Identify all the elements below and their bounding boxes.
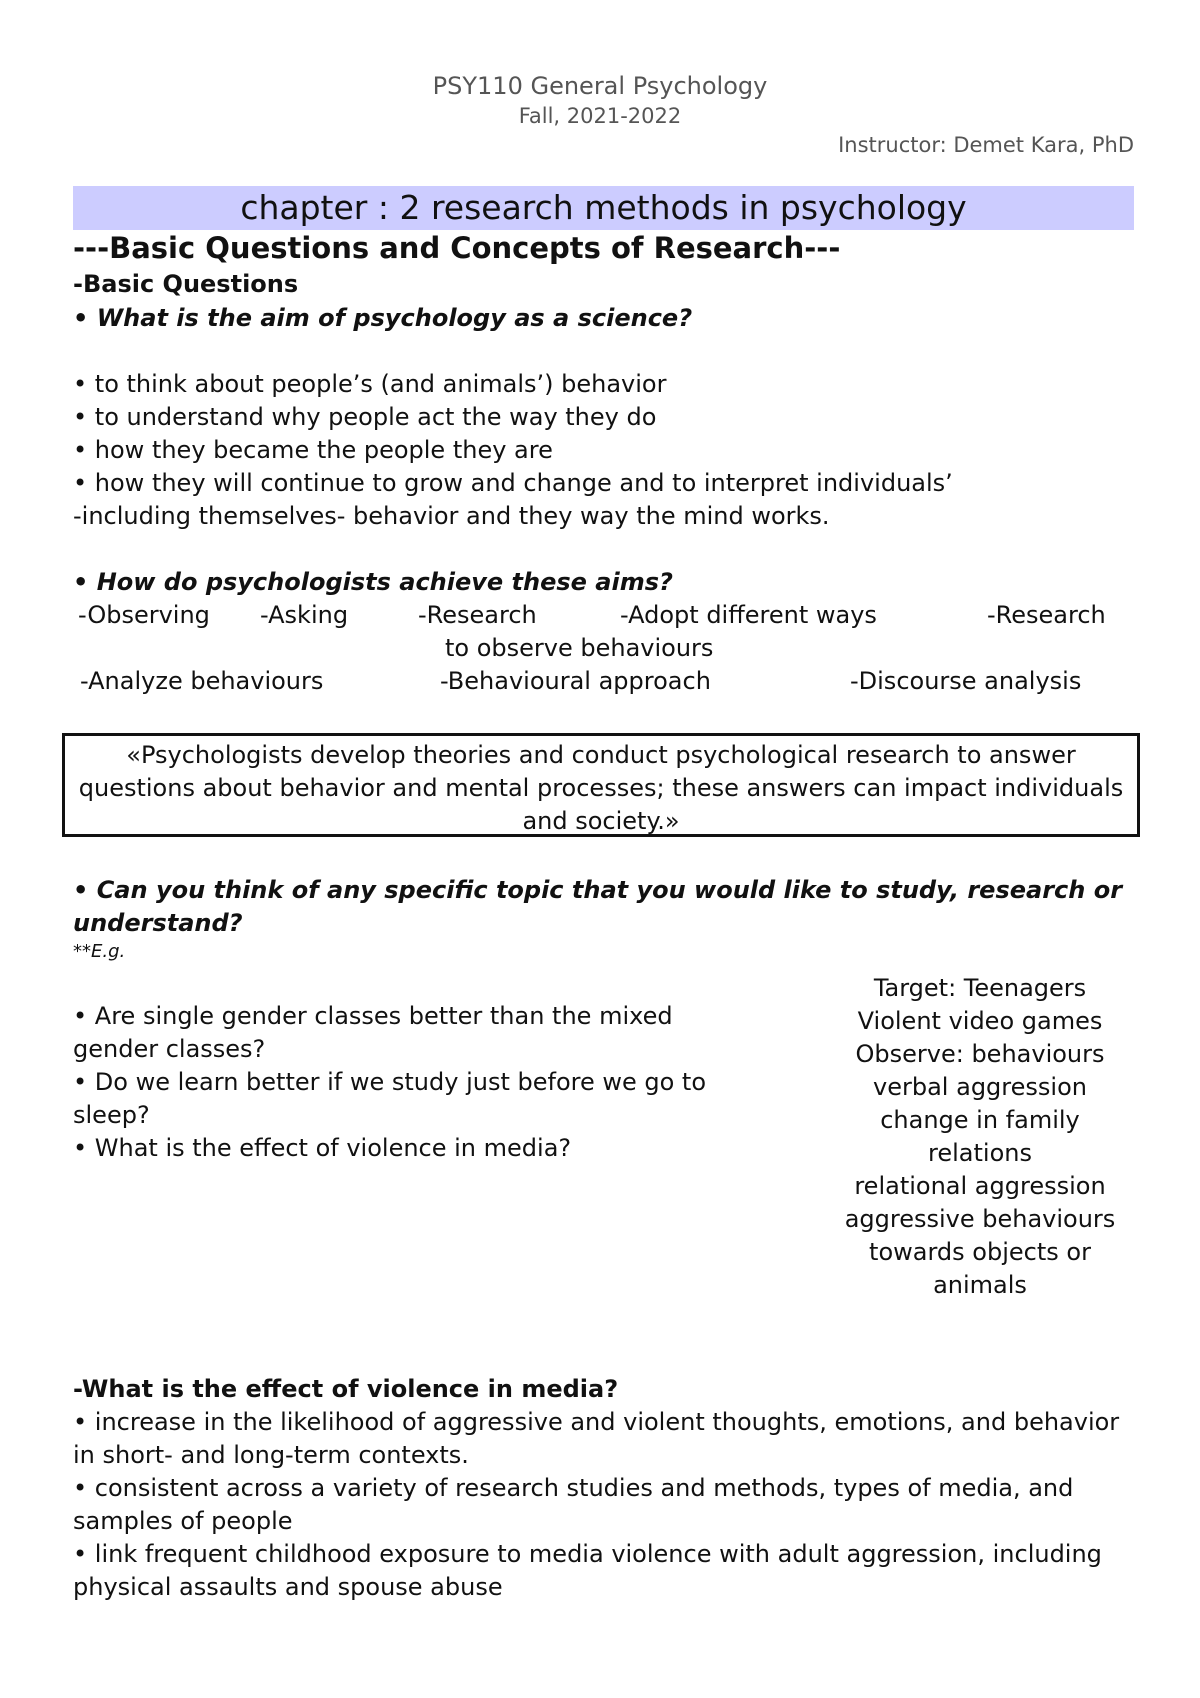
example-label: **E.g. [73, 941, 126, 962]
question-effect: -What is the effect of violence in media? [73, 1375, 619, 1403]
list-item: • to understand why people act the way they do [73, 403, 657, 431]
side-note: change in family relations [880, 1106, 1080, 1167]
side-notes [825, 972, 1135, 1302]
section-title: ---Basic Questions and Concepts of Research--- [73, 231, 841, 265]
question-topic: • Can you think of any specific topic that you would like to study, research or understand? [73, 876, 1123, 937]
method-item: -Research [418, 601, 537, 629]
list-item: • increase in the likelihood of aggressive and violent thoughts, emotions, and behavior in short- and long-term contexts. [73, 1408, 1120, 1469]
method-item: -Discourse analysis [850, 667, 1082, 695]
list-item: • how they will continue to grow and change and to interpret individuals’ [73, 469, 953, 497]
list-item: • Do we learn better if we study just before we go to sleep? [73, 1068, 707, 1129]
side-note: Observe: behaviours [855, 1040, 1105, 1068]
chapter-title: chapter : 2 research methods in psychology [73, 186, 1134, 230]
question-aim: • What is the aim of psychology as a science? [73, 304, 693, 332]
list-item: • how they became the people they are [73, 436, 553, 464]
term-label: Fall, 2021-2022 [518, 104, 682, 128]
side-note: relational aggression [854, 1172, 1106, 1200]
instructor-label: Instructor: Demet Kara, PhD [838, 133, 1134, 157]
side-note: Target: Teenagers [873, 974, 1087, 1002]
list-item: • to think about people’s (and animals’) behavior [73, 370, 667, 398]
method-item: -Adopt different ways [620, 601, 877, 629]
aims-list [73, 368, 1133, 533]
list-item: -including themselves- behavior and they way the mind works. [73, 502, 830, 530]
list-item: • What is the effect of violence in media? [73, 1134, 572, 1162]
examples-list [73, 1000, 753, 1165]
method-item-continuation: to observe behaviours [445, 634, 714, 662]
course-title: PSY110 General Psychology [432, 72, 768, 100]
method-item: -Observing [78, 601, 210, 629]
list-item: • link frequent childhood exposure to media violence with adult aggression, including physical assaults and spouse abuse [73, 1540, 1102, 1601]
method-item: -Behavioural approach [440, 667, 711, 695]
question-achieve: • How do psychologists achieve these aims? [73, 568, 673, 596]
effects-list [73, 1406, 1133, 1604]
method-item: -Analyze behaviours [80, 667, 324, 695]
subsection-title: -Basic Questions [73, 270, 299, 298]
side-note: Violent video games [857, 1007, 1103, 1035]
list-item: • Are single gender classes better than the mixed gender classes? [73, 1002, 673, 1063]
method-item: -Research [987, 601, 1106, 629]
list-item: • consistent across a variety of research studies and methods, types of media, and samples of people [73, 1474, 1074, 1535]
method-item: -Asking [260, 601, 349, 629]
side-note: aggressive behaviours [844, 1205, 1116, 1233]
side-note: towards objects or animals [869, 1238, 1091, 1299]
quote-box [62, 733, 1140, 837]
quote-text: «Psychologists develop theories and conduct psychological research to answer questions about behavior and mental processes; these answers can impact individuals and society.» [78, 741, 1124, 835]
side-note: verbal aggression [873, 1073, 1087, 1101]
